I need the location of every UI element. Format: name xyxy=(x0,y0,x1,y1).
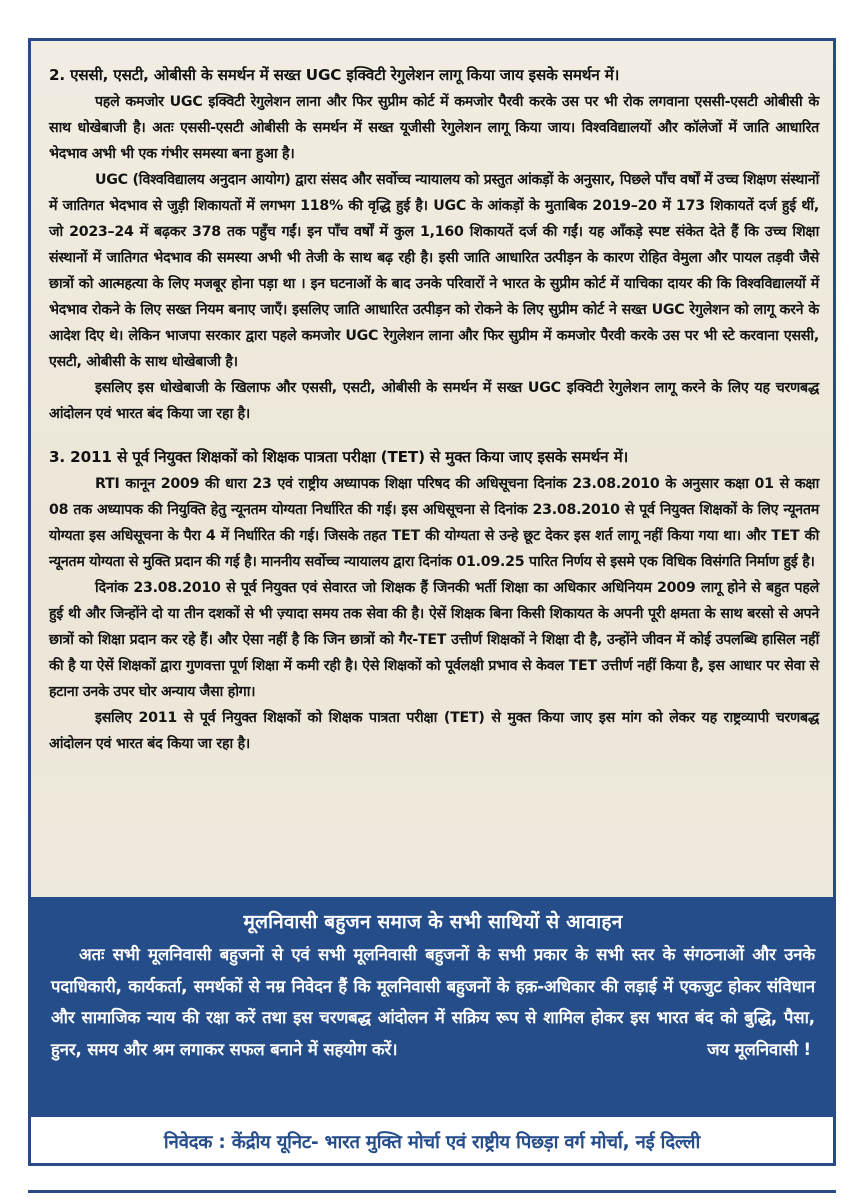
appeal-signoff: जय मूलनिवासी ! xyxy=(707,1039,811,1059)
section-2-heading: 2. एससी, एसटी, ओबीसी के समर्थन में सख्त UGC इक्विटी रेगुलेशन लागू किया जाय इसके समर्थन में। xyxy=(49,66,620,84)
section-3-paragraph-2: दिनांक 23.08.2010 से पूर्व नियुक्त एवं सेवारत जो शिक्षक हैं जिनकी भर्ती शिक्षा का अधिकार अधिनियम 2009 लागू होने से बहुत पहले हुई थी और जिन्होंने दो या तीन दशकों से भी ज़्यादा समय तक सेवा की है। ऐसें शिक्षक बिना किसी शिकायत के अपनी पूरी क्षमता के साथ बरसो से अपने छात्रों को शिक्षा प्रदान कर रहे हैं। और ऐसा नहीं है कि जिन छात्रों को गैर-TET उत्तीर्ण शिक्षकों ने शिक्षा दी है, उन्होंने जीवन में कोई उपलब्धि हासिल नहीं की है या ऐसें शिक्षकों द्वारा गुणवत्ता पूर्ण शिक्षा में कमी रही है। ऐसे शिक्षकों को पूर्वलक्षी प्रभाव से केवल TET उत्तीर्ण नहीं किया है, इस आधार पर सेवा से हटाना उनके उपर घोर अन्याय जैसा होगा। xyxy=(49,580,819,700)
section-2-paragraph-2: UGC (विश्वविद्यालय अनुदान आयोग) द्वारा संसद और सर्वोच्च न्यायालय को प्रस्तुत आंकड़ों के अनुसार, पिछले पाँच वर्षों में उच्च शिक्षण संस्थानों में जातिगत भेदभाव से जुड़ी शिकायतों में लगभग 118% की वृद्धि हुई है। UGC के आंकड़ों के मुताबिक 2019–20 में 173 शिकायतें दर्ज हुई थीं, जो 2023–24 में बढ़कर 378 तक पहुँच गईं। इन पाँच वर्षों में कुल 1,160 शिकायतें दर्ज की गईं। यह आँकड़े स्पष्ट संकेत देते हैं कि उच्च शिक्षा संस्थानों में जातिगत भेदभाव की समस्या अभी भी तेजी के साथ बढ़ रही है। इसी जाति आधारित उत्पीड़न के कारण रोहित वेमुला और पायल तड़वी जैसे छात्रों को आत्महत्या के लिए मजबूर होना पड़ा था । इन घटनाओं के बाद उनके परिवारों ने भारत के सुप्रीम कोर्ट में याचिका दायर की कि विश्वविद्यालयों में भेदभाव रोकने के लिए सख्त नियम बनाए जाएँ। इसलिए जाति आधारित उत्पीड़न को रोकने के लिए सुप्रीम कोर्ट ने सख्त UGC रेगुलेशन को लागू करने के आदेश दिए थे। लेकिन भाजपा सरकार द्वारा पहले कमजोर UGC रेगुलेशन लाना और फिर सुप्रीम में कमजोर पैरवी करके उस पर भी स्टे करवाना एससी, एसटी, ओबीसी के साथ धोखेबाजी है। xyxy=(49,172,819,370)
section-2-paragraph-1: पहले कमजोर UGC इक्विटी रेगुलेशन लाना और फिर सुप्रीम कोर्ट में कमजोर पैरवी करके उस पर भी रोक लगवाना एससी-एसटी ओबीसी के साथ धोखेबाजी है। अतः एससी-एसटी ओबीसी के समर्थन में सख्त यूजीसी रेगुलेशन लागू किया जाय। विश्वविद्यालयों और कॉलेजों में जाति आधारित भेदभाव अभी भी एक गंभीर समस्या बना हुआ है। xyxy=(49,94,819,162)
section-3-paragraph-1: RTI कानून 2009 की धारा 23 एवं राष्ट्रीय अध्यापक शिक्षा परिषद की अधिसूचना दिनांक 23.08.2010 के अनुसार कक्षा 01 से कक्षा 08 तक अध्यापक की नियुक्ति हेतु न्यूनतम योग्यता निर्धारित की गई। इस अधिसूचना से दिनांक 23.08.2010 से पूर्व नियुक्त शिक्षकों के लिए न्यूनतम योग्यता इस अधिसूचना के पैरा 4 में निर्धारित की गई। जिसके तहत TET की योग्यता से उन्हे छूट देकर इस शर्त लागू नहीं किया गया था। और TET की न्यूनतम योग्यता से मुक्ति प्रदान की गई है। माननीय सर्वोच्च न्यायालय द्वारा दिनांक 01.09.25 पारित निर्णय से इसमे एक विधिक विसंगति निर्माण हुई है। xyxy=(49,476,819,570)
appeal-body xyxy=(51,939,815,1065)
section-3-paragraph-3: इसलिए 2011 से पूर्व नियुक्त शिक्षकों को शिक्षक पात्रता परीक्षा (TET) से मुक्त किया जाए इस मांग को लेकर यह राष्ट्रव्यापी चरणबद्ध आंदोलन एवं भारत बंद किया जा रहा है। xyxy=(49,710,819,752)
content-area xyxy=(31,41,833,896)
bottom-divider xyxy=(28,1190,836,1193)
appeal-title: मूलनिवासी बहुजन समाज के सभी साथियों से आवाहन xyxy=(243,911,623,933)
footer-signature: निवेदक : केंद्रीय यूनिट- भारत मुक्ति मोर्चा एवं राष्ट्रीय पिछड़ा वर्ग मोर्चा, नई दिल्ली xyxy=(31,1117,833,1166)
section-ugc-regulation xyxy=(49,61,819,427)
section-3-heading: 3. 2011 से पूर्व नियुक्त शिक्षकों को शिक्षक पात्रता परीक्षा (TET) से मुक्त किया जाए इसके समर्थन में। xyxy=(49,448,629,466)
appeal-text: अतः सभी मूलनिवासी बहुजनों से एवं सभी मूलनिवासी बहुजनों के सभी प्रकार के सभी स्तर के संगठनाओं और उनके पदाधिकारी, कार्यकर्ता, समर्थकों से नम्र निवेदन हैं कि मूलनिवासी बहुजनों के हक़-अधिकार की लड़ाई में एकजुट होकर संविधान और सामाजिक न्याय की रक्षा करें तथा इस चरणबद्ध आंदोलन में सक्रिय रूप से शामिल होकर इस भारत बंद को बुद्धि, पैसा, हुनर, समय और श्रम लगाकर सफल बनाने में सहयोग करें। xyxy=(51,945,815,1059)
section-2-paragraph-3: इसलिए इस धोखेबाजी के खिलाफ और एससी, एसटी, ओबीसी के समर्थन में सख्त UGC इक्विटी रेगुलेशन लागू करने के लिए यह चरणबद्ध आंदोलन एवं भारत बंद किया जा रहा है। xyxy=(49,380,819,422)
section-tet-exemption xyxy=(49,443,819,757)
document-frame xyxy=(28,38,836,1166)
